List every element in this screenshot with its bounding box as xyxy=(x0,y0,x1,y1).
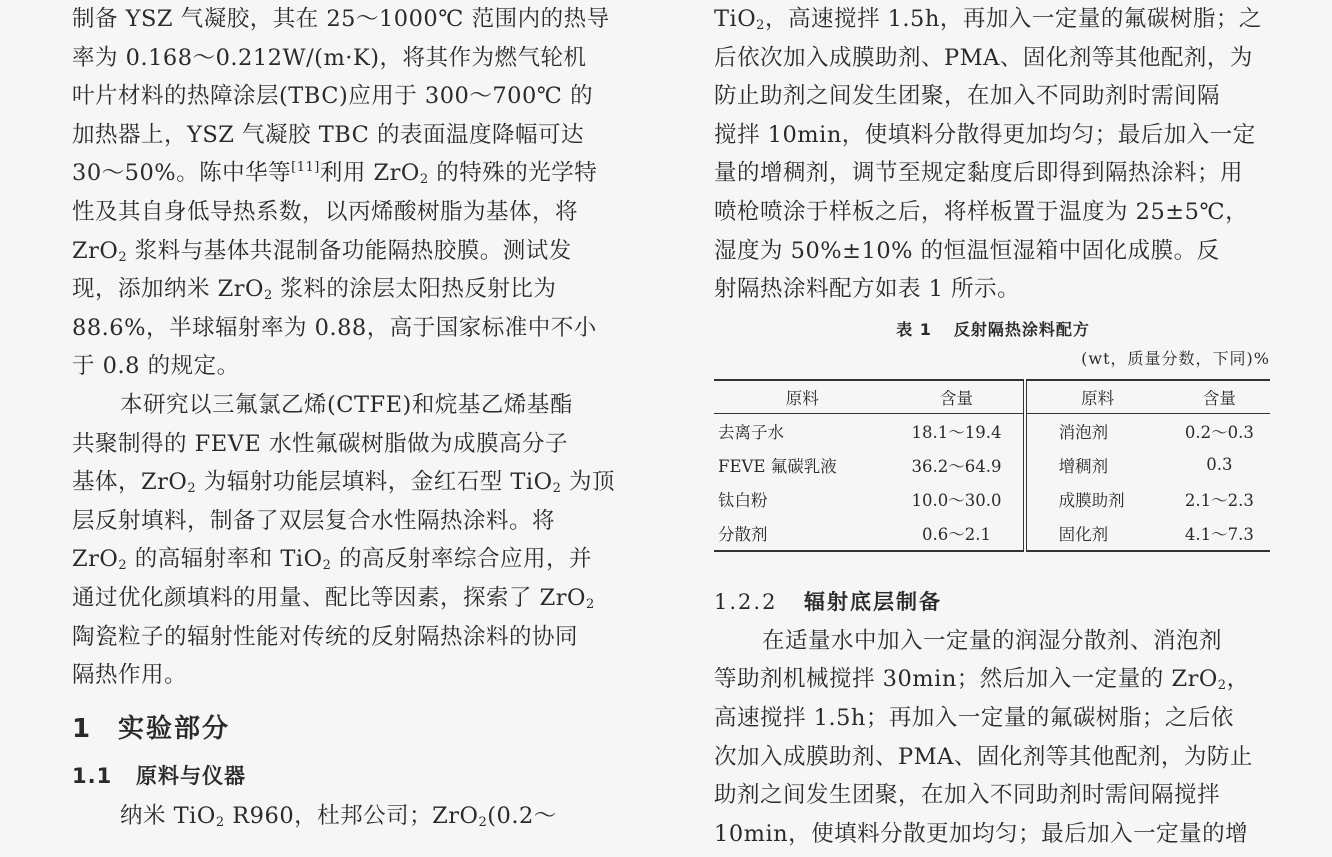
text-line: 高速搅拌 1.5h；再加入一定量的氟碳树脂；之后依 xyxy=(714,704,1234,731)
text-line: 30～50%。陈中华等[11]利用 ZrO$_2$ 的特殊的光学特 xyxy=(72,160,598,188)
left-column xyxy=(72,0,634,835)
table-cell: 36.2～64.9 xyxy=(911,456,1002,476)
table-cell: 0.3 xyxy=(1206,455,1233,475)
text-line: 射隔热涂料配方如表 1 所示。 xyxy=(714,276,1021,303)
citation-ref[interactable]: [11] xyxy=(291,160,320,176)
text-line: 等助剂机械搅拌 30min；然后加入一定量的 ZrO$_2$， xyxy=(714,666,1250,694)
text-line: 10min，使填料分散更加均匀；最后加入一定量的增 xyxy=(714,820,1249,847)
table-cell: 成膜助剂 xyxy=(1025,482,1169,516)
text-line: 陶瓷粒子的辐射性能对传统的反射隔热涂料的协同 xyxy=(72,623,579,650)
text-line: 隔热作用。 xyxy=(72,662,188,689)
text-line: 于 0.8 的规定。 xyxy=(72,353,240,380)
table-cell: 钛白粉 xyxy=(718,490,768,510)
subsubsection-heading: 1.2.2 辐射底层制备 xyxy=(714,588,942,614)
table-caption: 表 1 反射隔热涂料配方 xyxy=(896,319,1090,339)
text-line: 后依次加入成膜助剂、PMA、固化剂等其他配剂，为 xyxy=(714,44,1253,71)
text-line: 共聚制得的 FEVE 水性氟碳树脂做为成膜高分子 xyxy=(72,430,569,457)
text-line: 制备 YSZ 气凝胶，其在 25～1000℃ 范围内的热导 xyxy=(72,6,610,32)
text-line: 叶片材料的热障涂层(TBC)应用于 300～700℃ 的 xyxy=(72,83,594,110)
table-cell: 0.2～0.3 xyxy=(1184,422,1254,442)
text-line: 基体，ZrO$_2$ 为辐射功能层填料，金红石型 TiO$_2$ 为顶 xyxy=(72,469,616,497)
table-cell: 4.1～7.3 xyxy=(1184,524,1254,544)
text-line: 助剂之间发生团聚，在加入不同助剂时需间隔搅拌 xyxy=(714,782,1221,809)
table-cell: 固化剂 xyxy=(1025,516,1169,551)
recipe-table xyxy=(714,379,1270,552)
table-cell: 0.6～2.1 xyxy=(922,524,992,544)
text-line: 现，添加纳米 ZrO$_2$ 浆料的涂层太阳热反射比为 xyxy=(72,276,557,304)
table-cell: 分散剂 xyxy=(718,524,768,544)
table-cell: 10.0～30.0 xyxy=(911,490,1002,510)
text-line: TiO$_2$，高速搅拌 1.5h，再加入一定量的氟碳树脂；之 xyxy=(714,6,1262,33)
table-row xyxy=(714,482,1270,516)
text-line: 88.6%，半球辐射率为 0.88，高于国家标准中不小 xyxy=(72,314,597,341)
text-line: 防止助剂之间发生团聚，在加入不同助剂时需间隔 xyxy=(714,83,1221,110)
table-row xyxy=(714,448,1270,482)
text-line: 纳米 TiO$_2$ R960，杜邦公司；ZrO$_2$(0.2～ xyxy=(120,802,557,830)
text-line: 加热器上，YSZ 气凝胶 TBC 的表面温度降幅可达 xyxy=(72,121,585,148)
text-line: ZrO$_2$ 的高辐射率和 TiO$_2$ 的高反射率综合应用，并 xyxy=(72,546,593,574)
text-line: 次加入成膜助剂、PMA、固化剂等其他配剂，为防止 xyxy=(714,743,1253,770)
subsection-heading: 1.1 原料与仪器 xyxy=(72,763,246,788)
text-line: 层反射填料，制备了双层复合水性隔热涂料。将 xyxy=(72,507,556,534)
table-cell: FEVE 氟碳乳液 xyxy=(718,456,837,476)
text-line: 湿度为 50%±10% 的恒温恒湿箱中固化成膜。反 xyxy=(714,237,1220,264)
table-row xyxy=(714,413,1270,448)
table-cell: 增稠剂 xyxy=(1025,448,1169,482)
text-line: 率为 0.168～0.212W/(m·K)，将其作为燃气轮机 xyxy=(72,44,587,71)
text-line: ZrO$_2$ 浆料与基体共混制备功能隔热胶膜。测试发 xyxy=(72,237,572,265)
text-line: 搅拌 10min，使填料分散得更加均匀；最后加入一定 xyxy=(714,121,1256,148)
table-row xyxy=(714,516,1270,551)
column-header: 原料 xyxy=(714,380,891,414)
text-line: 喷枪喷涂于样板之后，将样板置于温度为 25±5℃， xyxy=(714,198,1249,225)
column-header: 含量 xyxy=(1169,380,1270,414)
section-heading: 1 实验部分 xyxy=(72,713,231,744)
column-header: 原料 xyxy=(1025,380,1169,414)
table-cell: 2.1～2.3 xyxy=(1184,490,1254,510)
text-line: 本研究以三氟氯乙烯(CTFE)和烷基乙烯基酯 xyxy=(120,391,573,418)
column-header: 含量 xyxy=(891,380,1025,414)
table-cell: 18.1～19.4 xyxy=(911,422,1002,442)
table-unit: (wt，质量分数，下同)% xyxy=(1081,348,1270,368)
right-column xyxy=(714,0,1272,853)
table-cell: 消泡剂 xyxy=(1025,413,1169,448)
text-line: 性及其自身低导热系数，以丙烯酸树脂为基体，将 xyxy=(72,198,579,225)
text-line: 通过优化颜填料的用量、配比等因素，探索了 ZrO$_2$ xyxy=(72,584,595,612)
text-line: 量的增稠剂，调节至规定黏度后即得到隔热涂料；用 xyxy=(714,160,1244,187)
table-header-row xyxy=(714,380,1270,414)
text-line: 在适量水中加入一定量的润湿分散剂、消泡剂 xyxy=(762,627,1223,654)
table-cell: 去离子水 xyxy=(718,422,784,442)
